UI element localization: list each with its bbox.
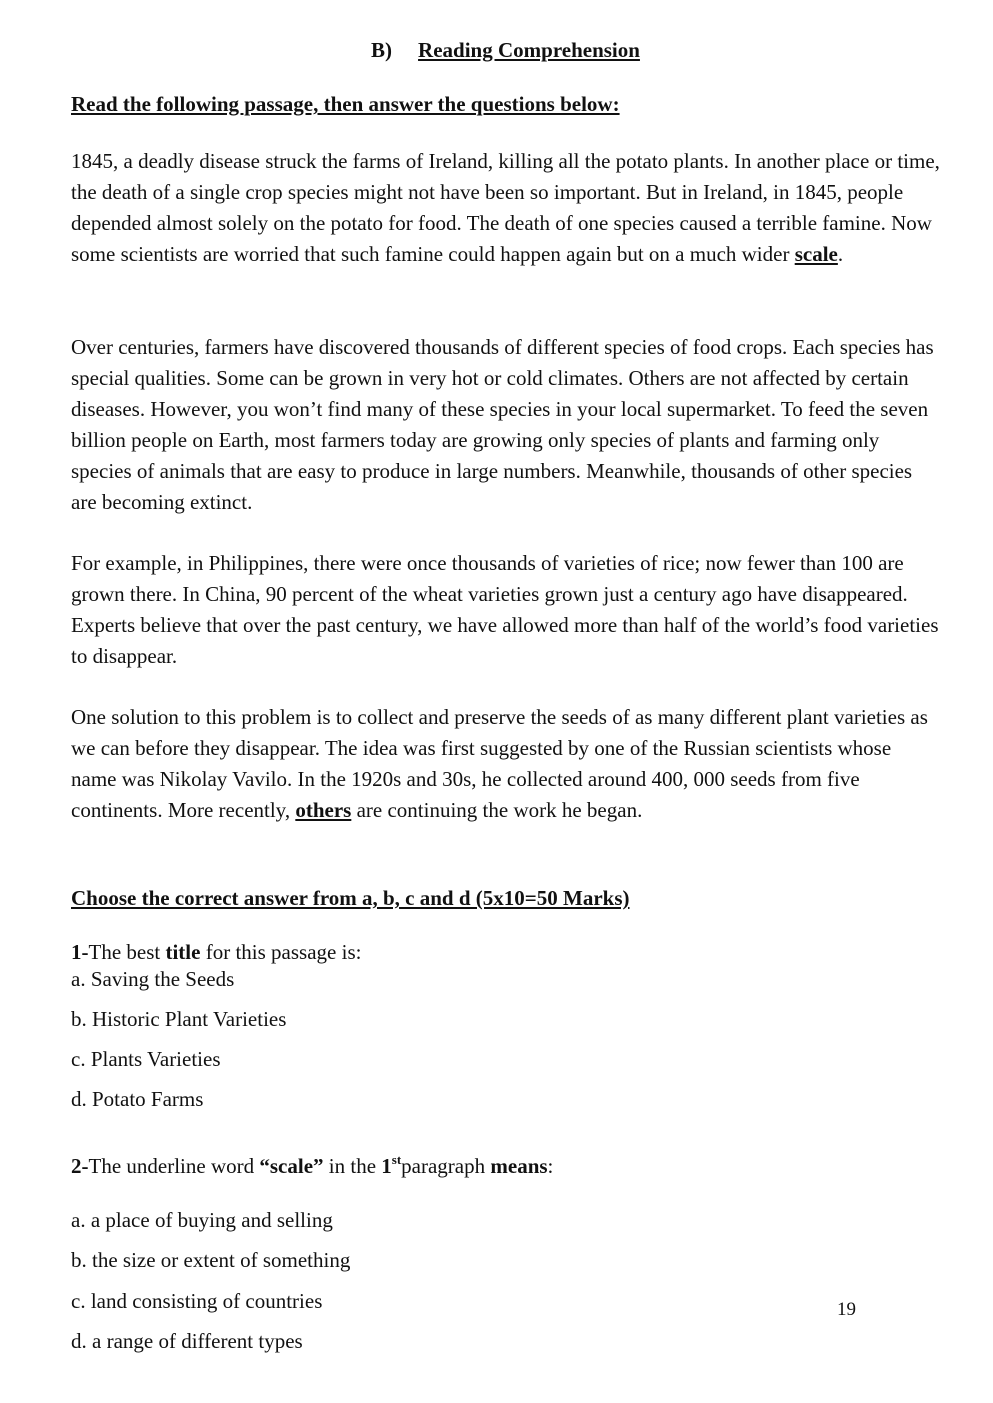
question-1-option-c[interactable]: c. Plants Varieties xyxy=(71,1047,221,1071)
keyword-scale: scale xyxy=(794,242,838,266)
passage-paragraph-3: For example, in Philippines, there were once thousands of varieties of rice; now fewer than 100 are grown there. In China, 90 percent of the wheat varieties grown just a century ago have disappeared. Experts believe that over the past century, we have allowed more than half of the world’s food varieties to disappear. xyxy=(71,551,939,668)
passage-paragraph-1: 1845, a deadly disease struck the farms of Ireland, killing all the potato plants. In another place or time, the death of a single crop species might not have been so important. But in Ireland, in 1845, people depended almost solely on the potato for food. The death of one species caused a terrible famine. Now some scientists are worried that such famine could happen again but on a much wider scale. xyxy=(71,149,940,266)
section-heading xyxy=(0,38,993,63)
passage-paragraph-2: Over centuries, farmers have discovered thousands of different species of food crops. Each species has special qualities. Some can be grown in very hot or cold climates. Others are not affected by certain diseases. However, you won’t find many of these species in your local supermarket. To feed the seven billion people on Earth, most farmers today are growing only species of plants and farming only species of animals that are easy to produce in large numbers. Meanwhile, thousands of other species are becoming extinct. xyxy=(71,335,934,514)
question-2-option-d[interactable]: d. a range of different types xyxy=(71,1329,303,1353)
question-1-option-a[interactable]: a. Saving the Seeds xyxy=(71,967,235,991)
question-1-option-d[interactable]: d. Potato Farms xyxy=(71,1087,204,1111)
passage-paragraph-4: One solution to this problem is to collect and preserve the seeds of as many different plant varieties as we can before they disappear. The idea was first suggested by one of the Russian scientists whose name was Nikolay Vavilo. In the 1920s and 30s, he collected around 400, 000 seeds from five continents. More recently, others are continuing the work he began. xyxy=(71,705,928,822)
page-number: 19 xyxy=(837,1299,856,1320)
reading-instruction: Read the following passage, then answer the questions below: xyxy=(71,92,620,116)
question-2-option-c[interactable]: c. land consisting of countries xyxy=(71,1289,323,1313)
question-1-prompt: 1-The best title for this passage is: xyxy=(71,940,362,964)
question-1-option-b[interactable]: b. Historic Plant Varieties xyxy=(71,1007,287,1031)
section-title: Reading Comprehension xyxy=(418,38,640,62)
question-2-prompt: 2-The underline word “scale” in the 1stparagraph means: xyxy=(71,1152,554,1178)
keyword-others: others xyxy=(295,798,352,822)
question-2-option-b[interactable]: b. the size or extent of something xyxy=(71,1248,351,1272)
questions-heading: Choose the correct answer from a, b, c and d (5x10=50 Marks) xyxy=(71,886,630,910)
section-number: B) xyxy=(371,38,393,62)
question-2-option-a[interactable]: a. a place of buying and selling xyxy=(71,1208,333,1232)
